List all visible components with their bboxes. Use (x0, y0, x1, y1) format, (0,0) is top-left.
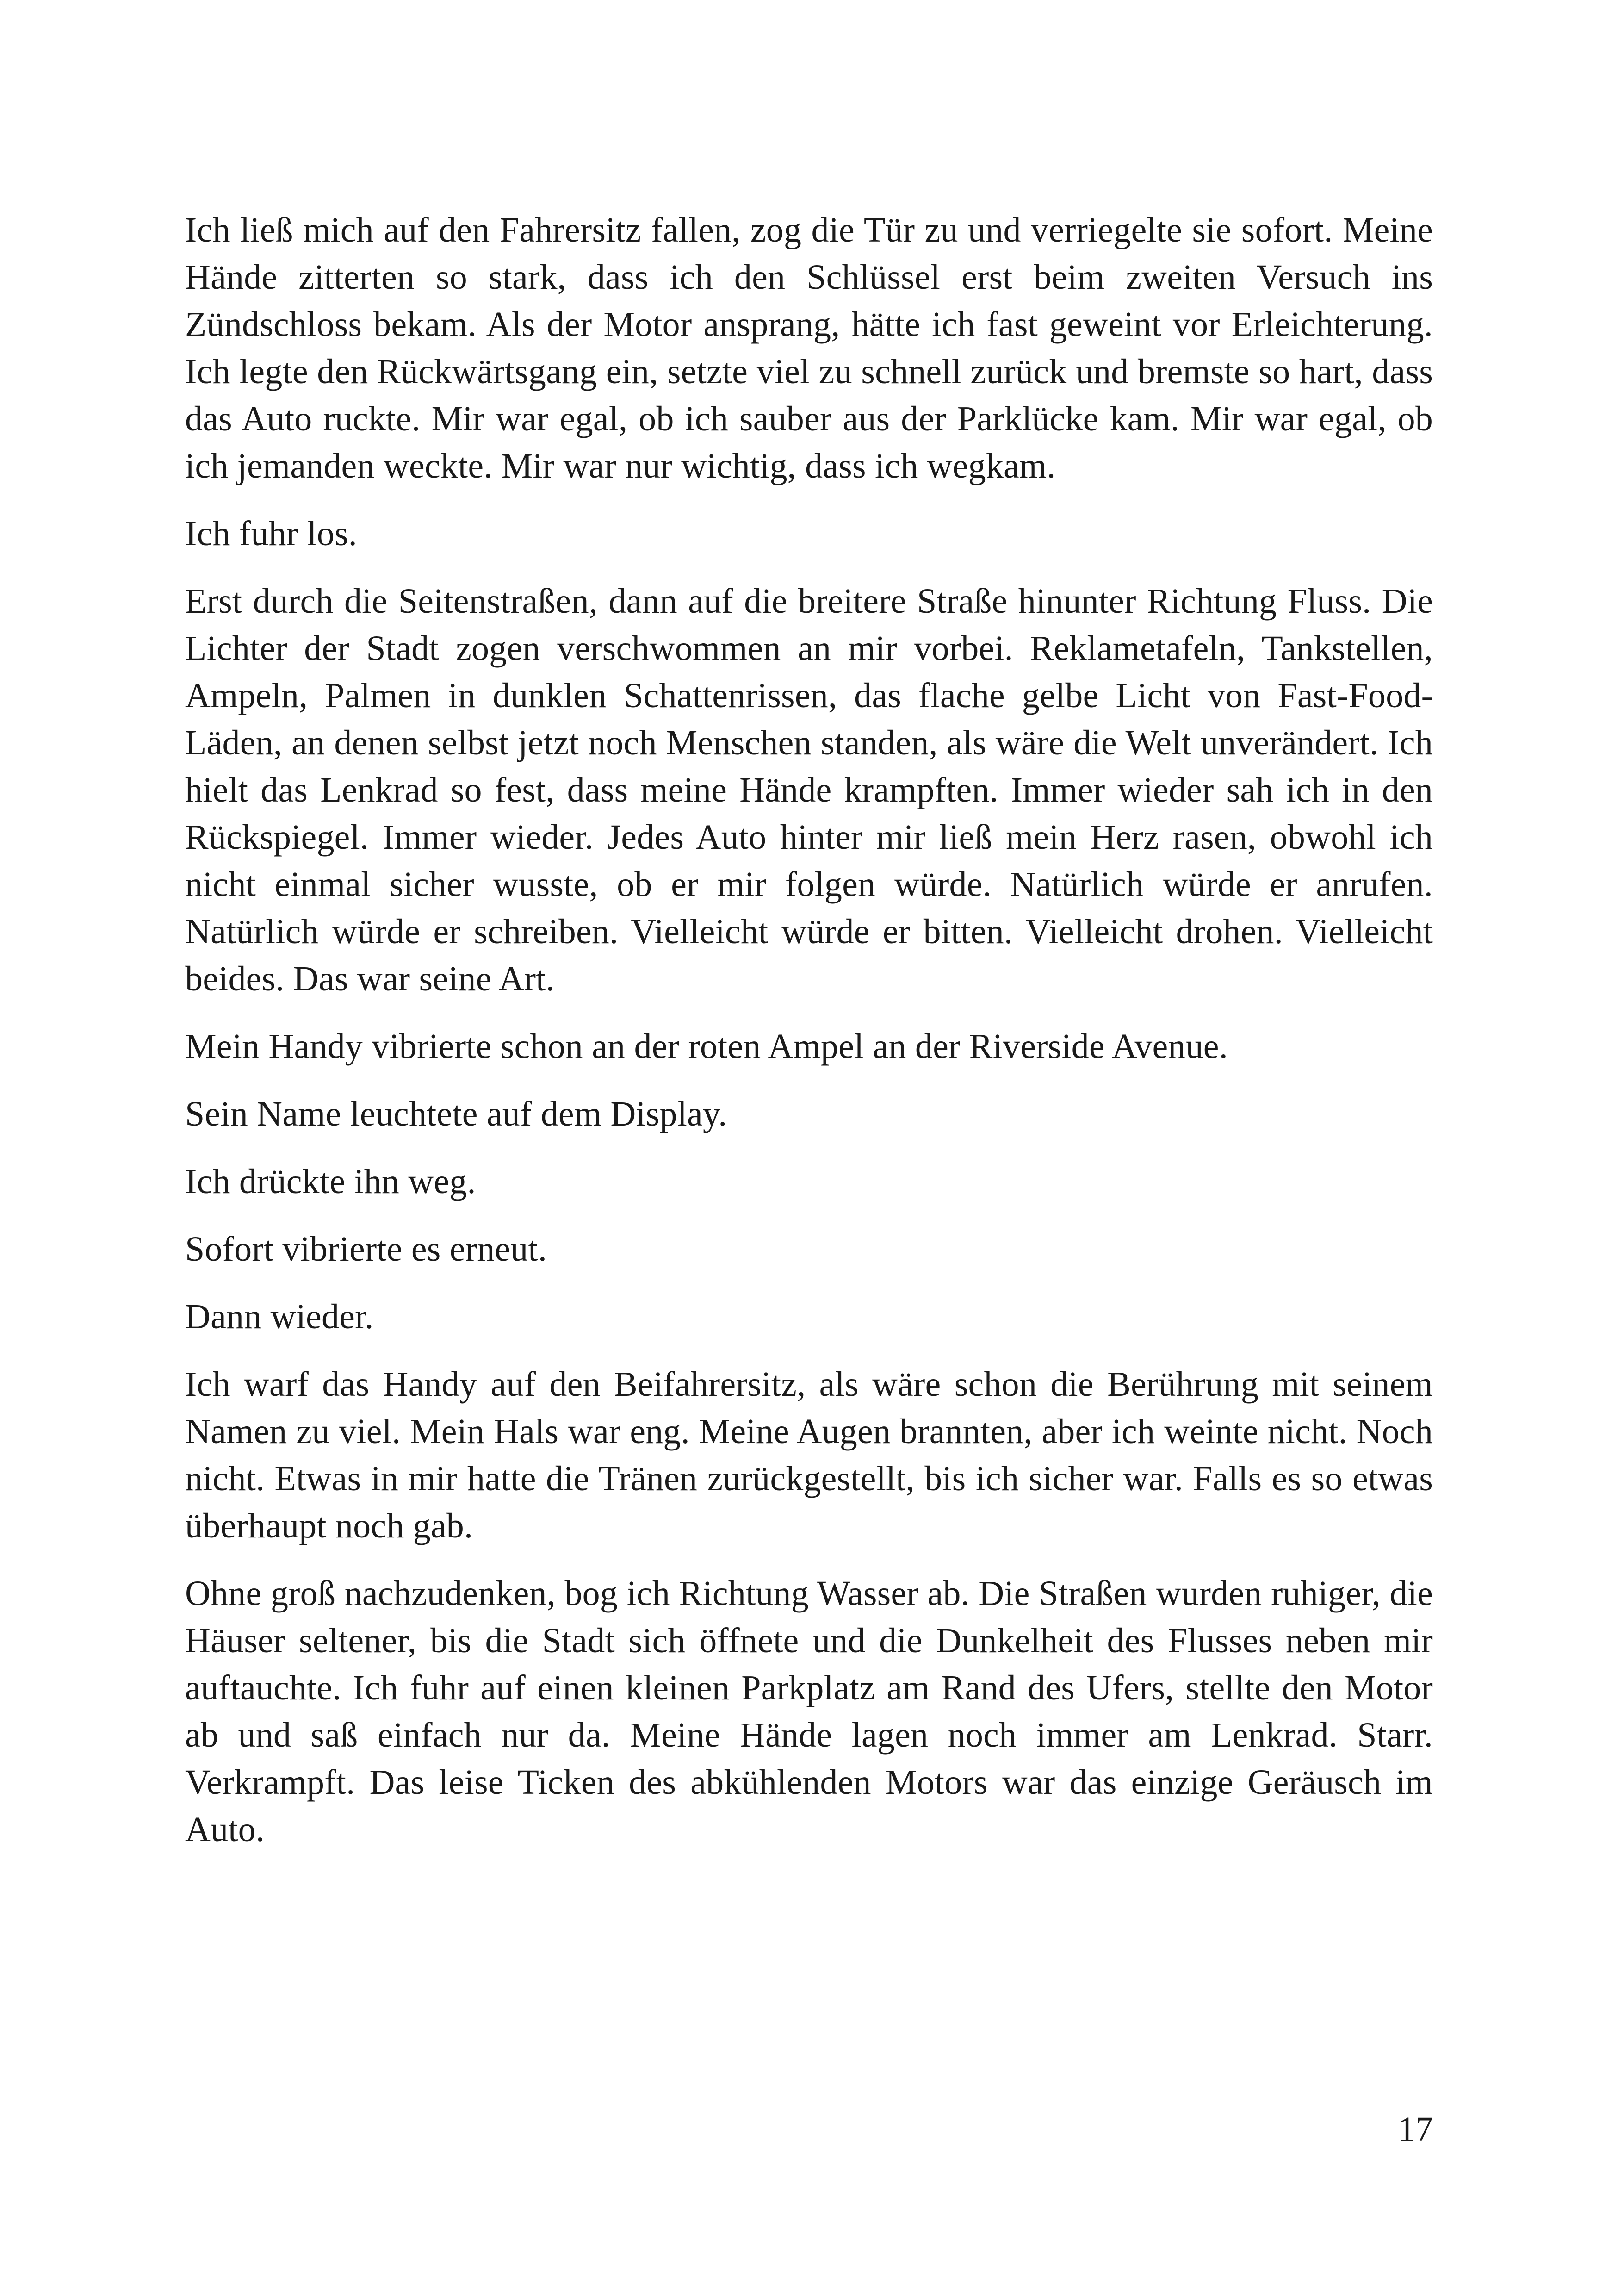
paragraph-4: Mein Handy vibrierte schon an der roten Ampel an der Riverside Avenue. (185, 1027, 1228, 1066)
paragraph-8: Dann wieder. (185, 1297, 374, 1336)
page-number: 17 (1398, 2110, 1433, 2149)
paragraph-10: Ohne groß nachzudenken, bog ich Richtung Wasser ab. Die Straßen wurden ruhiger, die Häuser seltener, bis die Stadt sich öffnete und die Dunkelheit des Flusses neben mir auftauchte. Ich fuhr auf einen kleinen Parkplatz am Rand des Ufers, stellte den Motor ab und saß einfach nur da. Meine Hände lagen noch immer am Lenkrad. Starr. Verkrampft. Das leise Ticken des abkühlenden Motors war das einzige Geräusch im Auto. (185, 1574, 1433, 1849)
paragraph-9: Ich warf das Handy auf den Beifahrersitz, als wäre schon die Berührung mit seinem Namen zu viel. Mein Hals war eng. Meine Augen brannten, aber ich weinte nicht. Noch nicht. Etwas in mir hatte die Tränen zurückgestellt, bis ich sicher war. Falls es so etwas überhaupt noch gab. (185, 1365, 1433, 1545)
body-text (185, 206, 1433, 1873)
paragraph-2: Ich fuhr los. (185, 514, 357, 553)
paragraph-6: Ich drückte ihn weg. (185, 1162, 476, 1201)
paragraph-3: Erst durch die Seitenstraßen, dann auf die breitere Straße hinunter Richtung Fluss. Die Lichter der Stadt zogen verschwommen an mir vorbei. Reklametafeln, Tankstellen, Ampeln, Palmen in dunklen Schattenrissen, das flache gelbe Licht von Fast-Food-Läden, an denen selbst jetzt noch Menschen standen, als wäre die Welt unverändert. Ich hielt das Lenkrad so fest, dass meine Hände krampften. Immer wieder sah ich in den Rückspiegel. Immer wieder. Jedes Auto hinter mir ließ mein Herz rasen, obwohl ich nicht einmal sicher wusste, ob er mir folgen würde. Natürlich würde er anrufen. Natürlich würde er schreiben. Vielleicht würde er bitten. Vielleicht drohen. Vielleicht beides. Das war seine Art. (185, 582, 1433, 998)
paragraph-1: Ich ließ mich auf den Fahrersitz fallen, zog die Tür zu und verriegelte sie sofort. Meine Hände zitterten so stark, dass ich den Schlüssel erst beim zweiten Versuch ins Zündschloss bekam. Als der Motor ansprang, hätte ich fast geweint vor Erleichterung. Ich legte den Rückwärtsgang ein, setzte viel zu schnell zurück und bremste so hart, dass das Auto ruckte. Mir war egal, ob ich sauber aus der Parklücke kam. Mir war egal, ob ich jemanden weckte. Mir war nur wichtig, dass ich wegkam. (185, 211, 1433, 485)
paragraph-5: Sein Name leuchtete auf dem Display. (185, 1095, 727, 1133)
paragraph-7: Sofort vibrierte es erneut. (185, 1230, 547, 1269)
